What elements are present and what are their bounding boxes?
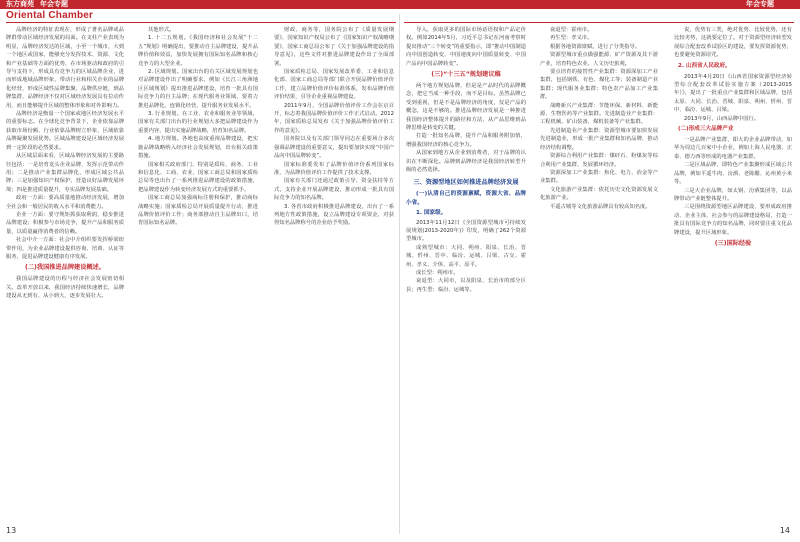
right-page-column-3 (674, 26, 792, 528)
page-number-left: 13 (6, 526, 17, 535)
left-page-column-3 (274, 26, 394, 528)
paragraph: 一是品牌产业集群，即大的企业品牌带动，如华为周边几百家中小企业，例如上海人民电器、正泰、德力西等形成的电器产业集群。 (674, 137, 792, 160)
paragraph: 三是围绕资源型地区品牌建设，要形成政府推动、企业主体、社会参与的品牌建设格局，打造一批具有国际竞争力的知名品牌，同时要注重文化品牌建设，提升区域形象。 (674, 204, 792, 236)
paragraph: 资源综合利用产业集群：煤矸石、粉煤灰等综合利用产业集群，发展循环经济。 (540, 153, 658, 168)
section-heading: (二)我国推进品牌建设概述。 (25, 264, 105, 272)
paragraph: 成长型：朔州市。 (416, 269, 459, 276)
paragraph: 再生型：孝义市。 (550, 35, 593, 42)
paragraph: 政府一方面：要高质量地推动经济发展，增加全社会和一般居民的收入水平和消费能力。 (6, 195, 124, 210)
paragraph: 衰退型：大同市，以及阳泉、长治市的部分区县；再生型：临汾、运城等。 (406, 278, 526, 293)
section-heading: (三)“十三五”规划建议稿 (431, 71, 501, 79)
paragraph: 从区域层面来看，区域品牌经济发展的主要路径包括：一是培育龙头企业品牌，发挥示范带动作用；二是推动产业集群品牌化，形成区域公共品牌；三是加强知识产权保护，营造良好品牌发展环境；四是推进质量提升，夯实品牌发展基础。 (6, 153, 124, 193)
page-number-right: 14 (779, 526, 790, 535)
paragraph: 三是大企业品牌，如太钢、汾酒集团等，以品牌带动产业链整体提升。 (674, 187, 792, 202)
paragraph: 3. 行业规划。在工业、农业和服务业等领域，国家有关部门出台的行业规划大多把品牌建设作为重要内容，提出实施品牌战略，培育知名品牌。 (138, 111, 258, 134)
right-page-column-1 (406, 26, 526, 528)
paragraph: 平遥古城等文化旅游品牌具有较高知名度。 (550, 203, 651, 210)
section-label-right: 年会专题 (746, 0, 774, 8)
paragraph: 从国家到地方从企业到消费者，对于品牌的认识在不断深化。品牌到品牌经济是我国经济转型升级的必然选择。 (406, 150, 526, 174)
left-page (6, 26, 396, 528)
paragraph: 我国品牌建设的历程与经济社会发展密切相关。改革开放以来，我国经济持续快速增长，品牌建设从无到有、从小到大，逐步发展壮大。 (6, 276, 124, 300)
paragraph: 社会中介一方面：社会中介组织要发挥桥梁纽带作用，为企业品牌建设提供咨询、培训、认证等服务，促进品牌建设健康有序发展。 (6, 237, 124, 260)
paragraph: 国家标准委发布了品牌价值评价系列国家标准，为品牌价值评价工作提供了技术支撑。 (274, 161, 394, 176)
magazine-label: 东方商苑 (6, 0, 34, 8)
section-heading: (三)国际经验 (714, 239, 752, 247)
paragraph: 2013年9月，山西品牌中国行。 (684, 115, 760, 122)
paragraph: 国家工商总局加强商标注册和保护，推动商标战略实施；国家质检总局开展质量提升行动，推进品牌价值评价工作；商务部推动自主品牌出口，培育国际知名品牌。 (138, 195, 258, 227)
paragraph: 要点培育的接替性产业集群：资源深加工产业集群，包括钢铁、有色、煤化工等；装备制造产业集群；现代服务业集群；特色农产品加工产业集群。 (540, 69, 658, 101)
section-heading: 1. 国家级。 (416, 209, 447, 216)
paragraph: 品牌经济是衡量一个国家或地区经济发展水平的重要标志。在全球化竞争背景下，企业依靠品牌获取市场份额，行业依靠品牌树立形象，区域依靠品牌凝聚发展优势。区域品牌建设是区域经济发展到一定阶段的必然要求。 (6, 111, 124, 151)
paragraph: 国家质检总局、国家发展改革委、工业和信息化部、国家工商总局等部门联合开展品牌价值评价工作，建立品牌价值评价标准体系，发布品牌价值评价结果，引导企业重视品牌建设。 (274, 69, 394, 101)
paragraph: 国家相关政府部门、特别是质检、商务、工业和信息化、工商、农业、国家工商总局和国家质检总局等也出台了一系列推进品牌建设的政策措施，把品牌建设作为转变经济发展方式的重要抓手。 (138, 161, 258, 193)
paragraph: 1. 十二五规划。《我国经济和社会发展“十二五”规划》明确提出，要推动自主品牌建设，提升品牌价值和效益，加快发展拥有国际知名品牌和核心竞争力的大型企业。 (138, 35, 258, 67)
right-page-rule (404, 22, 794, 23)
paragraph: 成熟型城市：大同、朔州、阳泉、长治、晋城、忻州、晋中、临汾、运城、吕梁、古交、霍州、孝义、介休、高平、原平。 (406, 244, 526, 268)
header-bar (0, 0, 800, 9)
brand-title: Oriental Chamber (6, 10, 94, 21)
paragraph: 2. 区域规划。国家出台的有关区域发展规划也对品牌建设作出了明确要求，例如《长江三角洲地区区域规划》提出推进品牌建设，培育一批具有国际竞争力的自主品牌；在现代服务业领域，要着力推进品牌化、连锁化经营，提升服务业发展水平。 (138, 69, 258, 109)
right-page-column-2 (540, 26, 658, 528)
paragraph: 根据各地资源禀赋，进行了分类指导。 (550, 43, 641, 50)
section-label-left: 年会专题 (40, 0, 68, 8)
paragraph: 国务院以及有关部门领导同志在重要场合多次强调品牌建设的重要意义，提出要加快实现“中国产品向中国品牌转变”。 (274, 136, 394, 160)
right-page (406, 26, 794, 528)
paragraph: 4. 地方规划。各地也高度重视品牌建设，把实施品牌战略纳入经济社会发展规划，出台相关政策措施。 (138, 136, 258, 160)
paragraph: 衰退型：霍州市。 (550, 27, 593, 33)
paragraph: 3. 各省市政府积极推进品牌建设，出台了一系列地方性政策措施，设立品牌建设专项资金，对获得知名品牌称号的企业给予奖励。 (274, 203, 394, 227)
paragraph: 导入，获取更多的国际市场话语权和产品定价权。例如2014年5月，习近平总书记在河南考察时提出推动“三个转变”的重要指示，即“推动中国制造向中国创造转变、中国速度向中国质量转变、中国产品向中国品牌转变”。 (406, 27, 526, 67)
header-left (6, 0, 68, 9)
paragraph: 财政、商务等，国务院公布了《质量发展纲要》，国家知识产权局公布了《国家知识产权战略纲要》，国家工商总局公布了《关于加强品牌建设的指导意见》，这些文件对推进品牌建设作出了全面部署。 (274, 27, 394, 67)
paragraph: 先进制造业产业集群：资源型城市要加快发展先进制造业，形成一批产业集群和知名品牌，推动经济结构调整。 (540, 127, 658, 151)
section-heading: 2. 山西省人民政府。 (678, 62, 731, 69)
paragraph: 资源深加工产业集群：焦化、电力、冶金等产业集群。 (540, 169, 658, 185)
paragraph: 2013年11月12日《全国资源型城市可持续发展规划(2013-2020年)》印发，明确了262个资源型城市。 (406, 219, 526, 243)
paragraph: 其他形式。 (148, 27, 175, 33)
paragraph: 2011年9月，全国品牌价值评价工作会在京召开，标志着我国品牌价值评价工作正式启动。2012年，国家质检总局发布《关于加强品牌价值评价工作的意见》。 (274, 102, 394, 134)
section-heading: (二)形成三大品牌产业 (678, 126, 734, 133)
paragraph: 战略新兴产业集群：节能环保、新材料、新能源、生物医药等产业集群。先进制造业产业集群：工程机械、矿山装备、煤机装备等产业集群。 (540, 102, 658, 126)
paragraph: 品牌经济的特征表现在，形成了著名品牌或品牌群带动区域经济发展的局面。在支柱产业表现为明显，品牌经济发达的区域，小至一个城市，大到一个地区或国家，能够充分发挥技术、资源、文化和产业基础等方面的优势，在市场驱动和政府的引导与支持下，形成具有竞争力的区域品牌企业，进而形成地域品牌形象，带动行业和相关企业的品牌化经营，形成区域性品牌集聚，品牌供应链，到品牌集群，品牌经济不仅对区域经济发展具有拉动作用，而且能够提升区域的整体形象和对外影响力。 (6, 27, 124, 109)
left-page-rule (6, 22, 396, 23)
paragraph: 说，优势有三类，绝对优势、比较优势，还有比较劣势，这就要定位了。对于资源型经济转型发展综合配套改革试验区的建设，要发挥资源优势，也要避免资源诅咒。 (674, 27, 792, 59)
paragraph: 企业一方面：要守规矩抓获取利润，稳步推进品牌建设；积极参与市场竞争，提升产品和服务质量，以质量赢得消费者的信赖。 (6, 211, 124, 235)
paragraph: 文化旅游产业集群：依托历史文化资源发展文化旅游产业。 (540, 186, 658, 202)
left-page-column-2 (138, 26, 258, 528)
left-page-column-1 (6, 26, 124, 528)
paragraph: 二是区域品牌，即特色产业集聚形成区域公共品牌，例如平遥牛肉、汾酒、老陈醋、沁州黄小米等。 (674, 162, 792, 186)
paragraph: 打造一批知名品牌，提升产品和服务附加值，增强我国经济的核心竞争力。 (406, 133, 526, 148)
paragraph: 2013年4月20日《山西省国家资源型经济转型综合配套改革试验实施方案（2013-2015年）》，提出了一批重点产业集群和区域品牌，包括太原、大同、长治、晋城、阳泉、朔州、忻州、晋中、临汾、运城、吕梁。 (674, 73, 792, 114)
paragraph: 资源型城市重点做强能源、矿产资源及其下游产业，培育特色农业、人文历史旅观。 (540, 52, 658, 67)
section-heading: (一)认清自己的资源禀赋，资源大省、品牌小省。 (406, 190, 526, 206)
paragraph: 国家有关部门还通过政策引导、资金扶持等方式，支持企业开展品牌建设，推动形成一批具有国际竞争力的知名品牌。 (274, 178, 394, 202)
paragraph: 两个地方规划品牌，但是是产品时代的品牌概念，把它当成一种手段，而不是目标。虽然品牌已受到重视，但是不是品牌经济的角度，仅是产品的概念，这是不够的。推进品牌经济发展是一种推进我国经济整体提升的路径和方法，从产品思维到品牌思维是转变的关键。 (406, 83, 526, 132)
page-gutter (399, 14, 400, 534)
section-heading: 三、资源型地区如何推进品牌经济发展 (413, 178, 519, 186)
